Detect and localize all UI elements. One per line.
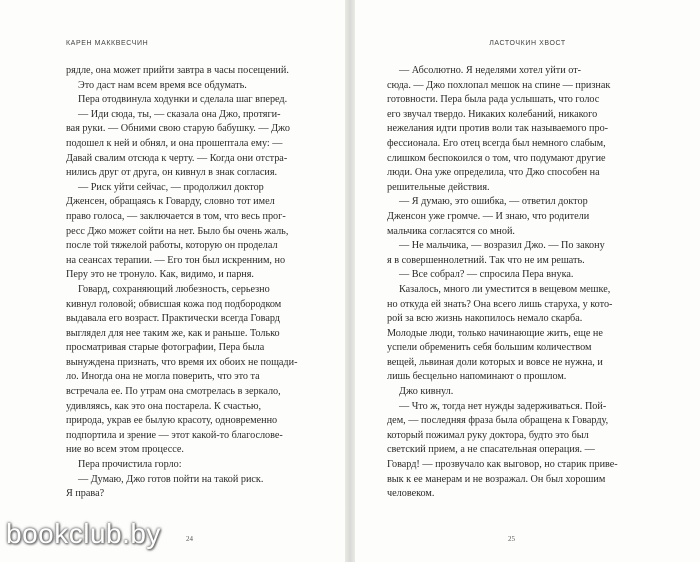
right-page [355,0,700,562]
text-line: — Абсолютно. Я неделями хотел уйти от- [399,65,582,76]
text-line: нились друг от друга, он кивнул в знак согласия. [66,167,278,179]
text-line: Пера прочистила горло: [78,459,182,471]
text-line: фессионала. Его отец всегда был немного слабым, [387,137,606,149]
text-line: который пожимал руку доктора, будто это был [387,429,589,441]
site-watermark: bookclub.by [6,518,161,549]
text-line: вещей, львиная доли которых и вовсе не нужна, и [387,356,603,368]
text-line: Перу это не тронуло. Как, видимо, и парня. [66,269,254,281]
text-line: Молодые люди, только начинающие жить, еще не [387,327,603,339]
text-line: человеком. [387,488,435,500]
left-body-text [66,64,316,502]
text-line: его звучал твердо. Никаких колебаний, никакого [387,108,598,120]
text-line: рядле, она может прийти завтра в часы посещений. [66,65,289,76]
text-line: — Иди сюда, ты, — сказала она Джо, протяги- [78,108,281,120]
text-line: Дженсен, обращаясь к Говарду, словно тот имел [66,196,275,208]
text-line: Джо кивнул. [399,386,454,398]
right-page-number: 25 [508,535,515,543]
text-line: Я права? [66,488,105,500]
text-line: вынуждена признать, что время их обоих не пощади- [66,356,298,368]
text-line: дем, — последняя фраза была обращена к Говарду, [387,415,609,427]
text-line: право голоса, — заключается в том, что весь прог- [66,210,286,222]
text-line: удивляясь, как это она постарела. К счастью, [66,400,262,412]
text-line: — Все собрал? — спросила Пера внука. [399,269,574,281]
text-line: вая руки. — Обними свою старую бабушку. — Джо [66,123,290,135]
text-line: решительные действия. [387,181,490,193]
text-line: слишком беспокоился о том, что подумают другие [387,152,606,164]
text-line: после той тяжелой работы, которую он проделал [66,240,278,252]
text-line: Давай свалим отсюда к черту. — Когда они отстра- [66,152,288,164]
text-line: Говард! — прозвучало как выговор, но старик приве- [387,459,618,471]
text-line: выглядел для нее таким же, как и раньше. Только [66,327,280,339]
text-line: лишь бесцельно напоминают о прошлом. [387,371,567,383]
text-line: рой за всю жизнь накопилось немало скарба. [387,313,583,325]
book-spine [345,0,355,562]
text-line: нежелания идти против воли так называемого про- [387,123,609,135]
text-line: ние во всем этом процессе. [66,444,184,456]
text-line: готовности. Пера была рада услышать, что голос [387,94,600,106]
text-line: Говард, сохраняющий любезность, серьезно [78,283,270,295]
text-line: вык к ее манерам и не возражал. Он был хорошим [387,473,606,485]
text-line: просматривая старые фотографии, Пера была [66,342,265,354]
text-line: мальчика согласятся со мной. [387,225,515,237]
text-line: но откуда ей знать? Она всего лишь старуха, у кото- [387,298,613,310]
right-body-text [387,64,637,502]
text-line: Дженсон уже громче. — И знаю, что родители [387,210,590,222]
text-line: сюда. — Джо похлопал мешок на спине — признак [387,79,611,91]
text-line: Казалось, много ли уместится в вещевом мешке, [399,283,611,295]
left-page [0,0,345,562]
text-line: я в совершеннолетний. Так что не им решать. [387,254,585,266]
text-line: люди. Она уже определила, что Джо способен на [387,167,600,179]
text-line: подошел к ней и обнял, и она прошептала ему: — [66,137,283,149]
text-line: Это даст нам всем время все обдумать. [78,79,247,91]
text-line: — Риск уйти сейчас, — продолжил доктор [78,181,264,193]
text-line: кивнул головой; обвисшая кожа под подбородком [66,298,282,310]
text-line: природа, украв ее былую красоту, одновременно [66,415,278,427]
text-line: выдавала его возраст. Практически всегда Говард [66,313,280,325]
text-line: встречала ее. По утрам она смотрелась в зеркало, [66,386,281,398]
text-line: — Что ж, тогда нет нужды задерживаться. Пой- [399,400,607,412]
right-running-header: ЛАСТОЧКИН ХВОСТ [489,40,566,47]
text-line: подпортила и зрение — этот какой-то благослове- [66,429,283,441]
text-line: — Я думаю, это ошибка, — ответил доктор [399,196,588,208]
text-line: Пера отодвинула ходунки и сделала шаг вперед. [78,94,288,106]
text-line: успели обременить себя большим количеством [387,342,592,354]
text-line: — Думаю, Джо готов пойти на такой риск. [78,473,264,485]
text-line: — Не мальчика, — возразил Джо. — По закону [399,240,605,252]
left-page-number: 24 [186,535,193,543]
text-line: ресс Джо может сойти на нет. Было бы очень жаль, [66,225,289,237]
text-line: на сеансах терапии. — Его тон был искренним, но [66,254,286,266]
text-line: ло. Иногда она не могла поверить, что это та [66,371,260,383]
text-line: светский прием, а не спасательная операция. — [387,444,595,456]
left-running-header: КАРЕН МАККВЕСЧИН [66,40,149,47]
